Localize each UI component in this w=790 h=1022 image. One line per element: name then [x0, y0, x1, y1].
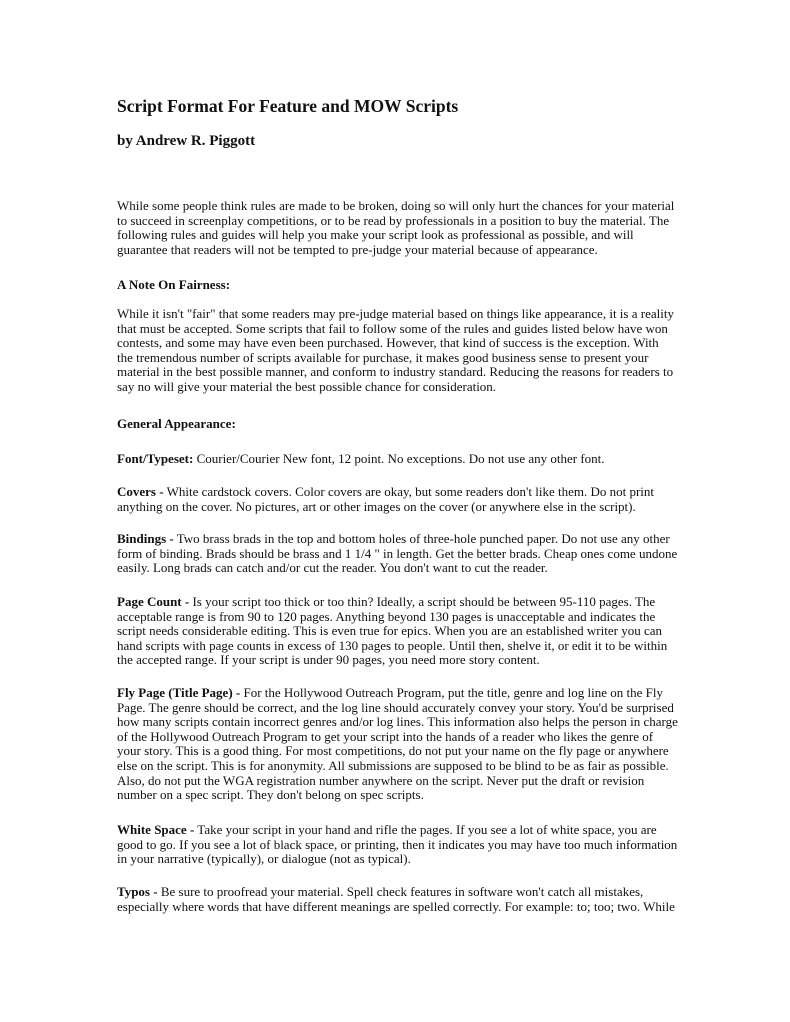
section-label: Typos - — [117, 884, 158, 899]
document-byline: by Andrew R. Piggott — [117, 133, 256, 149]
text-line: especially where words that have different meanings are spelled correctly. For example: to; too; two. While — [117, 898, 675, 914]
text-line: Is your script too thick or too thin? Ideally, a script should be between 95-110 pages. The — [189, 594, 656, 609]
covers-paragraph — [117, 485, 654, 514]
text-line: following rules and guides will help you make your script look as professional as possible, and will — [117, 227, 634, 243]
text-line: form of binding. Brads should be brass and 1 1/4 " in length. Get the better brads. Cheap ones come undone — [117, 545, 678, 561]
text-line: acceptable range is from 90 to 120 pages. Anything beyond 130 pages is unacceptable and indicates the — [117, 608, 656, 624]
section-label: Font/Typeset: — [117, 451, 194, 466]
text-line: Be sure to proofread your material. Spell check features in software won't catch all mistakes, — [157, 884, 644, 899]
text-line: easily. Long brads can catch and/or cut the reader. You don't want to cut the reader. — [117, 560, 548, 576]
white-space-paragraph — [117, 823, 677, 867]
text-line: material in the best possible manner, and conform to industry standard. Reducing the reasons for readers to — [117, 364, 674, 380]
text-line: anything on the cover. No pictures, art or other images on the cover (or anywhere else in the script). — [117, 498, 636, 514]
section-label: White Space - — [117, 822, 195, 837]
text-line: say no will give your material the best possible chance for consideration. — [117, 378, 497, 394]
text-line: Also, do not put the WGA registration number anywhere on the script. Never put the draft or revision — [117, 772, 645, 788]
text-line: your story. This is a good thing. For most competitions, do not put your name on the fly page or anywhere — [117, 743, 669, 759]
section-label: Page Count - — [117, 594, 190, 609]
text-line: number on a spec script. They don't belong on spec scripts. — [117, 787, 424, 803]
text-line: contests, and some may have even been purchased. However, that kind of success is the exception. With — [117, 335, 659, 351]
intro-paragraph — [117, 199, 674, 257]
text-line: how many scripts contain incorrect genres and/or log lines. This information also helps the person in charge — [117, 714, 678, 730]
text-line: script needs considerable editing. This is even true for epics. When you are an established writer you can — [117, 623, 662, 639]
text-line: White cardstock covers. Color covers are okay, but some readers don't like them. Do not print — [163, 484, 655, 499]
document-title: Script Format For Feature and MOW Scripts — [117, 96, 459, 116]
typos-paragraph — [117, 885, 675, 914]
page-count-paragraph — [117, 595, 667, 668]
bindings-paragraph — [117, 532, 677, 576]
text-line: that must be accepted. Some scripts that fail to follow some of the rules and guides listed below have won — [117, 320, 668, 336]
text-line: While some people think rules are made to be broken, doing so will only hurt the chances for your material — [117, 198, 675, 213]
text-line: good to go. If you see a lot of black space, or printing, then it indicates you may have too much information — [117, 836, 678, 852]
text-line: Two brass brads in the top and bottom holes of three-hole punched paper. Do not use any other — [173, 531, 670, 546]
text-line: Take your script in your hand and rifle the pages. If you see a lot of white space, you are — [194, 822, 657, 837]
fairness-paragraph — [117, 307, 674, 395]
text-line: in your narrative (typically), or dialogue (not as typical). — [117, 851, 411, 867]
text-line: of the Hollywood Outreach Program to get your script into the hands of a reader who likes the genre of — [117, 728, 654, 744]
text-line: For the Hollywood Outreach Program, put the title, genre and log line on the Fly — [240, 685, 664, 700]
section-label: Bindings - — [117, 531, 174, 546]
font-typeset-paragraph — [117, 452, 605, 467]
fly-page-paragraph — [117, 686, 678, 803]
text-line: While it isn't "fair" that some readers may pre-judge material based on things like appearance, it is a reality — [117, 306, 674, 321]
text-line: Page. The genre should be correct, and the log line should accurately convey your story. You'd be surprised — [117, 699, 674, 715]
text-line: the tremendous number of scripts available for purchase, it makes good business sense to present your — [117, 349, 649, 365]
text-line: Courier/Courier New font, 12 point. No exceptions. Do not use any other font. — [193, 451, 605, 466]
text-line: the accepted range. If your script is under 90 pages, you need more story content. — [117, 652, 540, 668]
text-line: guarantee that readers will not be tempted to pre-judge your material because of appearance. — [117, 241, 598, 257]
section-label: Covers - — [117, 484, 164, 499]
general-appearance-heading: General Appearance: — [117, 416, 236, 431]
text-line: else on the script. This is for anonymity. All submissions are supposed to be blind to be as fair as possible. — [117, 757, 669, 773]
fairness-heading: A Note On Fairness: — [117, 277, 231, 292]
section-label: Fly Page (Title Page) - — [117, 685, 241, 700]
text-line: hand scripts with page counts in excess of 130 pages to people. Until then, shelve it, or edit it to be within — [117, 637, 668, 653]
text-line: to succeed in screenplay competitions, or to be read by professionals in a position to buy the material. The — [117, 212, 670, 228]
